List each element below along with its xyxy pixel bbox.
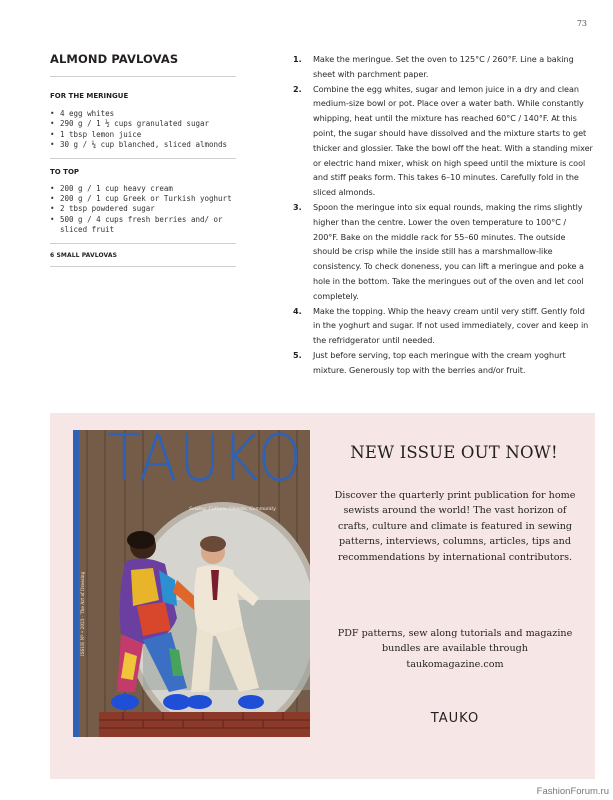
list-item: • 200 g / 1 cup heavy cream [50,184,236,194]
method-steps [293,52,593,378]
servings: 6 SMALL PAVLOVAS [50,252,236,267]
tauko-logo: TAUKO [430,711,480,726]
divider [50,158,236,159]
step-text: Make the meringue. Set the oven to 125°C / 260°F. Line a baking sheet with parchment paper. [313,54,574,79]
ad-availability-text: PDF patterns, sew along tutorials and magazine bundles are available through taukomagazine.com [337,628,573,670]
list-item: • 500 g / 4 cups fresh berries and/ or sliced fruit [50,215,225,236]
step-number: 5. [293,349,302,360]
cover-issue-label: ISSUE Nº • 2023 · The Art of Dressing [81,571,86,656]
method-step [293,348,593,378]
step-number: 2. [293,83,302,94]
step-text: Combine the egg whites, sugar and lemon juice in a dry and clean medium-size bowl or pot. Place over a water bath. While constantly whipping, heat until the mixture has reached 60°C / 140°F. At this point, the sugar should have dissolved and the mixture starts to get thicker and glossier. Take the bowl off the heat. With a standing mixer or electric hand mixer, whisk on high speed until the mixture is cool and stiff peaks form. This takes 6–10 minutes. Carefully fold in the sliced almonds. [313,83,593,198]
magazine-ad [50,413,595,779]
step-number: 1. [293,54,302,64]
list-item: • 4 egg whites [50,109,236,119]
ad-description: Discover the quarterly print publication for home sewists around the world! The vast horizon of crafts, culture and climate is featured in sewing patterns, interviews, columns, articles, tips and recommendations by international contributors. [334,490,576,563]
step-text: Just before serving, top each meringue with the cream yoghurt mixture. Generously top with the berries and/or fruit. [313,349,566,375]
cover-logo: TAUKO [107,430,304,496]
list-item: • 2 tbsp powdered sugar [50,204,236,214]
recipe-title: ALMOND PAVLOVAS [50,52,236,77]
step-number: 3. [293,201,302,212]
method-step [293,304,593,348]
ad-headline: NEW ISSUE OUT NOW! [350,443,558,462]
meringue-ingredient-list [50,109,236,151]
step-text: Make the topping. Whip the heavy cream until very stiff. Gently fold in the yoghurt and sugar. If not used immediately, cover and keep in the refridgerator until needed. [313,305,589,346]
ingredients-column [50,52,236,267]
topping-heading: TO TOP [50,167,80,176]
divider [50,243,236,244]
page-number: 73 [576,19,587,28]
list-item: • 1 tbsp lemon juice [50,130,236,140]
method-step [293,200,593,304]
step-number: 4. [293,305,302,316]
cover-subtitle: Sewing, Culture, Climate, Community [189,507,276,512]
method-step [293,52,593,82]
meringue-heading: FOR THE MERINGUE [50,92,129,100]
magazine-cover-image [73,430,310,737]
list-item: • 290 g / 1 ½ cups granulated sugar [50,119,236,129]
step-text: Spoon the meringue into six equal rounds, making the rims slightly higher than the centre. Lower the oven temperature to 100°C / 200°F. Bake on the middle rack for 55–60 minutes. The outside should be crisp while the inside still has a marshmallow-like consistency. To check doneness, you can lift a meringue and poke a hole in the bottom. Take the meringues out of the oven and let cool completely. [313,201,584,301]
list-item: • 30 g / ¼ cup blanched, sliced almonds [50,140,236,150]
list-item: • 200 g / 1 cup Greek or Turkish yoghurt [50,194,236,204]
method-step [293,82,593,200]
topping-ingredient-list [50,184,236,236]
watermark: FashionForum.ru [536,786,609,797]
